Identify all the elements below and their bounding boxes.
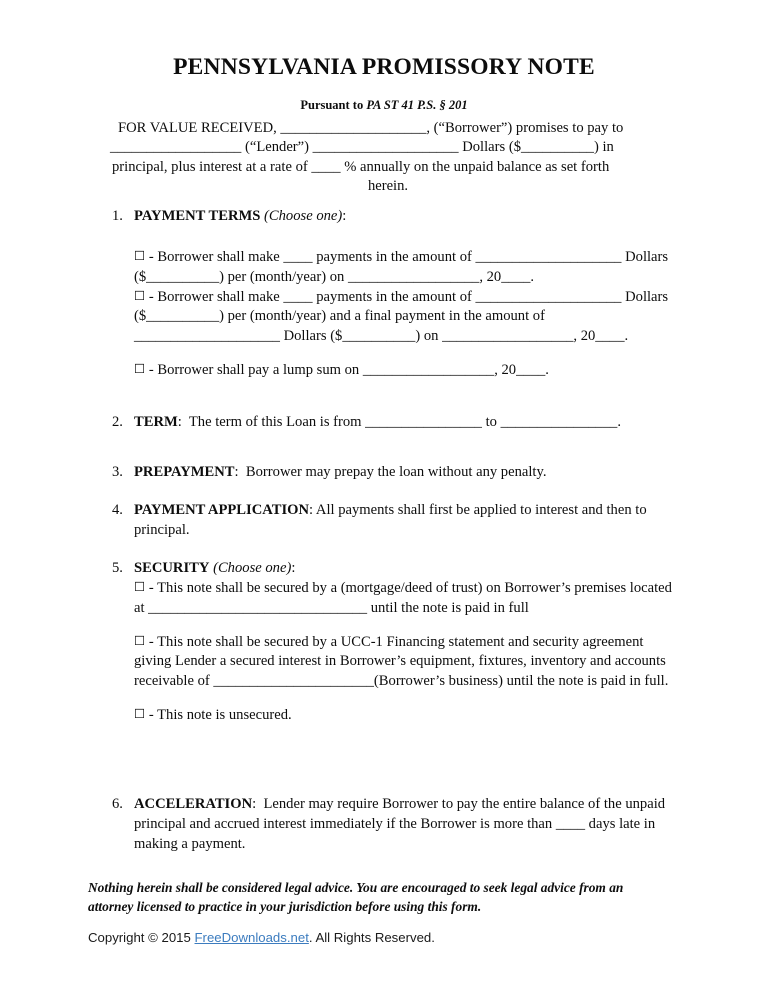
copyright-prefix: Copyright © 2015: [88, 930, 195, 945]
checkbox-icon[interactable]: ☐: [134, 247, 146, 263]
page-title: PENNSYLVANIA PROMISSORY NOTE: [173, 54, 595, 80]
clause-heading: PAYMENT APPLICATION: [134, 502, 310, 518]
clause-heading-suffix: :: [291, 560, 296, 576]
clause-payment-application: [112, 501, 677, 541]
clause-number: 4.: [112, 502, 123, 518]
clause-heading-line: [134, 559, 677, 579]
clause-number: 2.: [112, 414, 123, 430]
clause-number: 3.: [112, 464, 123, 480]
subtitle-prefix: Pursuant to: [300, 97, 367, 112]
clause-prepayment: [112, 463, 677, 483]
clause-heading: TERM: [134, 414, 178, 430]
payment-option-2-text: - Borrower shall make ____ payments in the amount of ____________________ Dollars ($__________) per (month/year) and a final payment in the amount of ____________________ Dollars ($__________) on __________________, 20____.: [134, 288, 672, 345]
clause-security: [112, 559, 677, 726]
intro-line-1: FOR VALUE RECEIVED, ____________________, (“Borrower”) promises to pay to: [118, 120, 624, 136]
security-option-2-text: - This note shall be secured by a UCC-1 Financing statement and security agreement giving Lender a secured interest in Borrower’s equipment, fixtures, inventory and accounts receivable of ______________________(Borrower’s business) until the note is paid in full.: [134, 633, 670, 690]
clause-acceleration: [112, 795, 677, 855]
security-option-3[interactable]: [134, 706, 677, 726]
copyright-suffix: . All Rights Reserved.: [308, 930, 435, 945]
security-option-3-text: - This note is unsecured.: [145, 707, 292, 724]
intro-line-3: principal, plus interest at a rate of ____ % annually on the unpaid balance as set forth: [112, 158, 610, 175]
statute-citation: PA ST 41 P.S. § 201: [366, 97, 468, 112]
statute-subtitle: [0, 81, 768, 113]
clause-term: [112, 413, 677, 433]
checkbox-icon[interactable]: ☐: [134, 287, 146, 303]
choose-one-label: (Choose one): [213, 560, 292, 576]
clause-term-body: [134, 413, 677, 433]
clause-payment-application-text: : All payments shall first be applied to interest and then to principal.: [134, 502, 651, 538]
copyright-line: [88, 929, 688, 946]
security-option-1[interactable]: [134, 579, 677, 619]
security-option-1-text: - This note shall be secured by a (mortgage/deed of trust) on Borrower’s premises located at ______________________________ until the note is paid in full: [134, 579, 676, 616]
clause-heading-suffix: :: [342, 208, 347, 224]
clause-heading-line: [134, 207, 677, 227]
clause-acceleration-text: : Lender may require Borrower to pay the entire balance of the unpaid principal and accrued interest immediately if the Borrower is more than ____ days late in making a payment.: [134, 796, 669, 852]
security-option-2[interactable]: [134, 633, 677, 693]
clause-acceleration-body: [134, 795, 677, 855]
payment-option-2[interactable]: [134, 288, 677, 348]
freedownloads-link[interactable]: FreeDownloads.net: [194, 930, 309, 945]
clause-heading: PREPAYMENT: [134, 464, 235, 480]
payment-option-1[interactable]: [134, 248, 677, 288]
choose-one-label: (Choose one): [264, 208, 343, 224]
clause-payment-terms: [112, 207, 677, 381]
checkbox-icon[interactable]: ☐: [134, 361, 146, 377]
clause-heading: SECURITY: [134, 560, 210, 576]
clause-number: 5.: [112, 560, 123, 576]
clause-number: 1.: [112, 208, 123, 224]
legal-disclaimer: Nothing herein shall be considered legal advice. You are encouraged to seek legal advice from an attorney licensed to practice in your jurisdiction before using this form.: [88, 880, 624, 914]
clause-heading: PAYMENT TERMS: [134, 208, 261, 224]
checkbox-icon[interactable]: ☐: [134, 578, 146, 594]
checkbox-icon[interactable]: ☐: [134, 632, 146, 648]
payment-option-1-text: - Borrower shall make ____ payments in the amount of ____________________ Dollars ($__________) per (month/year) on __________________, 20____.: [134, 248, 672, 285]
intro-line-4: herein.: [367, 178, 409, 195]
clause-term-text: : The term of this Loan is from ________________ to ________________.: [177, 414, 621, 430]
payment-option-3[interactable]: [134, 361, 677, 381]
clause-prepayment-text: : Borrower may prepay the loan without any penalty.: [234, 464, 547, 480]
intro-paragraph: [110, 119, 666, 197]
intro-line-2: __________________ (“Lender”) ____________________ Dollars ($__________) in: [110, 139, 614, 156]
checkbox-icon[interactable]: ☐: [134, 706, 146, 722]
payment-option-3-text: - Borrower shall pay a lump sum on __________________, 20____.: [145, 362, 549, 379]
clause-prepayment-body: [134, 463, 677, 483]
clause-heading: ACCELERATION: [134, 796, 253, 812]
clause-payment-application-body: [134, 501, 677, 541]
clause-number: 6.: [112, 796, 123, 812]
